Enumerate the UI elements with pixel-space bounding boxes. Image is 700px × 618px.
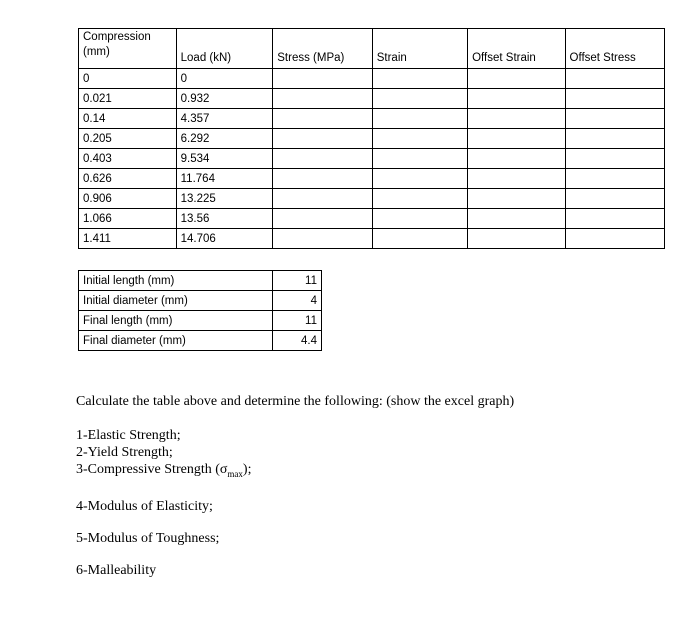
table-cell	[273, 109, 372, 129]
table-cell	[565, 129, 664, 149]
table-cell: 0.932	[176, 89, 273, 109]
table-cell	[565, 209, 664, 229]
table-cell	[273, 189, 372, 209]
table-cell: 11.764	[176, 169, 273, 189]
table-cell: 13.225	[176, 189, 273, 209]
table-cell: 4.357	[176, 109, 273, 129]
specimen-value: 4	[273, 291, 322, 311]
table-cell	[468, 209, 565, 229]
table-cell	[372, 109, 467, 129]
specimen-label: Initial diameter (mm)	[79, 291, 273, 311]
specimen-value: 11	[273, 311, 322, 331]
table-body	[79, 69, 665, 249]
table-cell	[468, 149, 565, 169]
table-cell	[372, 209, 467, 229]
table-cell	[372, 169, 467, 189]
table-cell	[565, 109, 664, 129]
table-cell	[273, 169, 372, 189]
table-cell: 0	[176, 69, 273, 89]
compression-data-table	[78, 28, 665, 249]
question-intro: Calculate the table above and determine the following: (show the excel graph)	[76, 394, 515, 409]
specimen-table-body	[79, 271, 322, 351]
table-cell	[273, 209, 372, 229]
question-item-modulus-toughness: 5-Modulus of Toughness;	[76, 530, 220, 546]
specimen-label: Initial length (mm)	[79, 271, 273, 291]
question-item-modulus-elasticity: 4-Modulus of Elasticity;	[76, 498, 213, 514]
specimen-value: 11	[273, 271, 322, 291]
table-row	[79, 169, 665, 189]
table-cell	[565, 69, 664, 89]
table-cell	[372, 229, 467, 249]
table-cell: 0.205	[79, 129, 177, 149]
table-cell: 0.403	[79, 149, 177, 169]
table-cell: 0.626	[79, 169, 177, 189]
table-cell	[273, 89, 372, 109]
table-row	[79, 129, 665, 149]
question-item-yield-strength: 2-Yield Strength;	[76, 445, 173, 460]
specimen-row	[79, 311, 322, 331]
table-cell	[372, 129, 467, 149]
table-cell: 6.292	[176, 129, 273, 149]
header-stress: Stress (MPa)	[273, 29, 372, 69]
table-cell	[372, 89, 467, 109]
table-row	[79, 149, 665, 169]
specimen-row	[79, 271, 322, 291]
table-cell	[468, 109, 565, 129]
header-load: Load (kN)	[176, 29, 273, 69]
specimen-row	[79, 291, 322, 311]
question-item-elastic-strength: 1-Elastic Strength;	[76, 428, 181, 443]
table-cell: 13.56	[176, 209, 273, 229]
specimen-value: 4.4	[273, 331, 322, 351]
item3-prefix: 3-Compressive Strength (σ	[76, 462, 228, 477]
table-cell	[468, 169, 565, 189]
table-cell	[565, 189, 664, 209]
table-cell	[468, 129, 565, 149]
table-row	[79, 189, 665, 209]
header-offset-stress: Offset Stress	[565, 29, 664, 69]
table-row	[79, 69, 665, 89]
table-cell	[468, 89, 565, 109]
header-compression: Compression (mm)	[79, 29, 177, 69]
table-cell	[372, 149, 467, 169]
item3-suffix: );	[242, 462, 252, 477]
table-cell: 0.906	[79, 189, 177, 209]
table-row	[79, 209, 665, 229]
table-cell: 1.066	[79, 209, 177, 229]
table-cell	[565, 229, 664, 249]
table-cell	[273, 229, 372, 249]
table-row	[79, 109, 665, 129]
table-cell	[468, 189, 565, 209]
table-cell: 9.534	[176, 149, 273, 169]
specimen-dimensions-table	[78, 270, 322, 351]
specimen-label: Final length (mm)	[79, 311, 273, 331]
table-cell	[565, 149, 664, 169]
table-row	[79, 89, 665, 109]
table-cell: 1.411	[79, 229, 177, 249]
item3-subscript: max	[227, 468, 243, 479]
table-cell: 14.706	[176, 229, 273, 249]
question-item-compressive-strength	[76, 461, 514, 483]
header-offset-strain: Offset Strain	[468, 29, 565, 69]
table-row	[79, 229, 665, 249]
specimen-row	[79, 331, 322, 351]
question-item-malleability: 6-Malleability	[76, 562, 157, 578]
header-strain: Strain	[372, 29, 467, 69]
question-block	[76, 393, 514, 579]
table-cell	[273, 149, 372, 169]
table-cell	[468, 229, 565, 249]
table-cell	[565, 169, 664, 189]
table-cell: 0.14	[79, 109, 177, 129]
specimen-label: Final diameter (mm)	[79, 331, 273, 351]
table-cell	[273, 69, 372, 89]
table-cell	[372, 69, 467, 89]
table-cell	[273, 129, 372, 149]
table-cell	[372, 189, 467, 209]
table-cell: 0.021	[79, 89, 177, 109]
table-header-row	[79, 29, 665, 69]
table-cell	[565, 89, 664, 109]
table-cell	[468, 69, 565, 89]
table-cell: 0	[79, 69, 177, 89]
